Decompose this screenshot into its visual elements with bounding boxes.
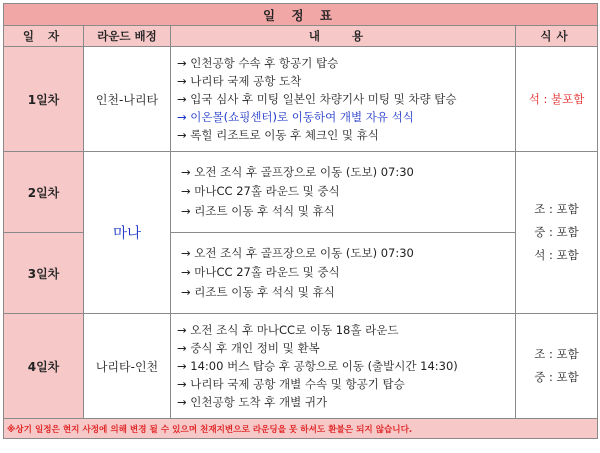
itinerary-line: → 오전 조식 후 마나CC로 이동 18홀 라운드 [177, 323, 399, 337]
itinerary-cell [171, 152, 516, 233]
meal-item: 중 : 포함 [534, 225, 579, 239]
itinerary-line: → 마나CC 27홀 라운드 및 중식 [181, 265, 340, 280]
meal-cell-shared [516, 152, 598, 314]
itinerary-line: → 나리타 국제 공항 개별 수속 및 항공기 탑승 [177, 377, 405, 391]
day-label: 1일차 [4, 47, 84, 152]
header-content: 내 용 [171, 26, 516, 47]
day-label: 2일차 [4, 152, 84, 233]
schedule-title: 일 정 표 [4, 4, 598, 26]
header-row [4, 26, 598, 47]
table-row-day-2 [4, 152, 598, 233]
day-label: 4일차 [4, 314, 84, 419]
itinerary-line: → 인천공항 도착 후 개별 귀가 [177, 395, 328, 409]
route-cell: 나리타-인천 [84, 314, 171, 419]
table-row-day-4 [4, 314, 598, 419]
itinerary-line: → 리조트 이동 후 석식 및 휴식 [181, 284, 335, 299]
header-meal: 식사 [516, 26, 598, 47]
footnote-row [4, 419, 598, 439]
itinerary-line: → 인천공항 수속 후 항공기 탑승 [177, 56, 339, 70]
itinerary-line: → 오전 조식 후 골프장으로 이동 (도보) 07:30 [181, 164, 414, 179]
itinerary-line-highlight: → 이온몰(쇼핑센터)로 이동하여 개별 자유 석식 [177, 110, 414, 124]
itinerary-line: → 14:00 버스 탑승 후 공항으로 이동 (출발시간 14:30) [177, 359, 458, 373]
title-row [4, 4, 598, 26]
footnote: ※상기 일정은 현지 사정에 의해 변경 될 수 있으며 천재지변으로 라운딩을 못 하셔도 환불은 되지 않습니다. [4, 419, 598, 439]
meal-item: 조 : 포함 [534, 202, 579, 216]
itinerary-cell [171, 314, 516, 419]
itinerary-line: → 중식 후 개인 정비 및 환복 [177, 341, 320, 355]
route-cell-shared: 마나 [84, 152, 171, 314]
route-cell: 인천-나리타 [84, 47, 171, 152]
day-label: 3일차 [4, 233, 84, 314]
header-day: 일 자 [4, 26, 84, 47]
itinerary-line: → 오전 조식 후 골프장으로 이동 (도보) 07:30 [181, 245, 414, 260]
schedule-document [3, 3, 597, 450]
table-row-day-1 [4, 47, 598, 152]
meal-cell [516, 47, 598, 152]
itinerary-line: → 록힐 리조트로 이동 후 체크인 및 휴식 [177, 128, 379, 142]
itinerary-cell [171, 47, 516, 152]
header-route: 라운드 배정 [84, 26, 171, 47]
itinerary-line: → 입국 심사 후 미팅 일본인 차량기사 미팅 및 차량 탑승 [177, 92, 457, 106]
meal-item: 조 : 포함 [534, 347, 579, 361]
itinerary-cell [171, 233, 516, 314]
meal-item: 중 : 포함 [534, 370, 579, 384]
itinerary-line: → 마나CC 27홀 라운드 및 중식 [181, 184, 340, 199]
schedule-table [3, 3, 598, 439]
itinerary-line: → 리조트 이동 후 석식 및 휴식 [181, 203, 335, 218]
meal-item: 석 : 포함 [534, 248, 579, 262]
itinerary-line: → 나리타 국제 공항 도착 [177, 74, 302, 88]
meal-item: 석 : 불포함 [528, 91, 585, 106]
meal-cell [516, 314, 598, 419]
